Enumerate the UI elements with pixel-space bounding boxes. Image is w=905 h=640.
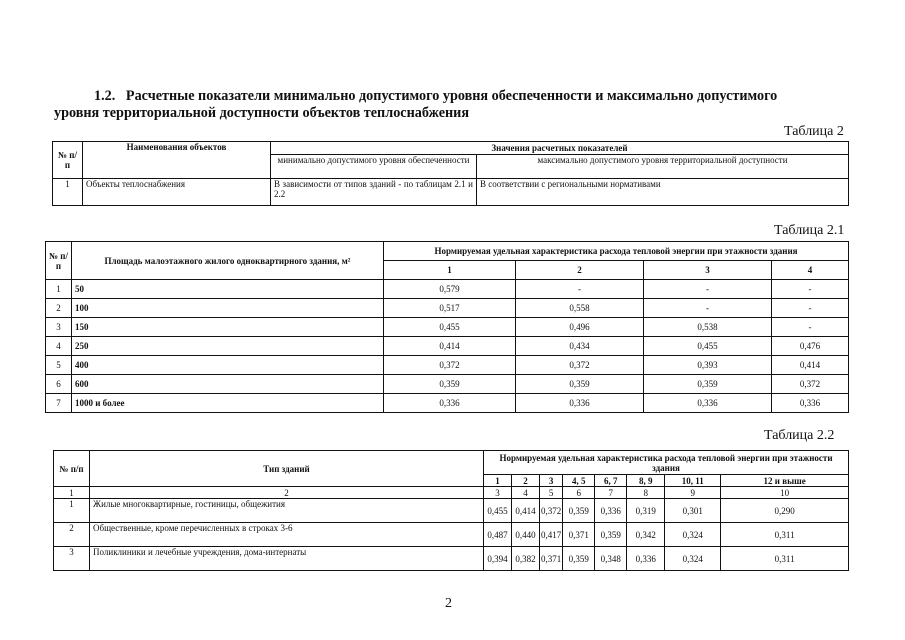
value-cell: 0,359 xyxy=(595,523,627,547)
value-cell: 0,393 xyxy=(644,356,772,375)
table-row xyxy=(46,394,849,413)
heading-line-2: уровня территориальной доступности объектов теплоснабжения xyxy=(54,105,470,121)
value-cell: 0,371 xyxy=(563,523,595,547)
value-cell: 0,372 xyxy=(516,356,644,375)
table-row xyxy=(46,280,849,299)
table21-header-num: № п/п xyxy=(46,242,72,280)
value-cell: 0,359 xyxy=(516,375,644,394)
area-cell: 1000 и более xyxy=(72,394,384,413)
value-cell: 0,336 xyxy=(627,547,665,571)
value-cell: 0,290 xyxy=(721,499,849,523)
floor-header: 1 xyxy=(484,475,512,487)
page-number: 2 xyxy=(445,596,452,611)
table22-header-group: Нормируемая удельная характеристика расхода тепловой энергии при этажности здания xyxy=(484,451,849,475)
index-cell: 1 xyxy=(54,487,90,499)
value-cell: 0,440 xyxy=(512,523,540,547)
value-cell: 0,372 xyxy=(540,499,563,523)
row-number: 4 xyxy=(46,337,72,356)
value-cell: 0,517 xyxy=(384,299,516,318)
row-number: 2 xyxy=(46,299,72,318)
value-cell: - xyxy=(772,299,849,318)
table2-row-min: В зависимости от типов зданий - по таблицам 2.1 и 2.2 xyxy=(271,179,477,206)
area-cell: 250 xyxy=(72,337,384,356)
table-row xyxy=(54,499,849,523)
index-cell: 8 xyxy=(627,487,665,499)
table-row xyxy=(46,375,849,394)
table21-header-group: Нормируемая удельная характеристика расхода тепловой энергии при этажности здания xyxy=(384,242,849,261)
value-cell: 0,301 xyxy=(665,499,721,523)
table-row xyxy=(54,547,849,571)
row-number: 3 xyxy=(54,547,90,571)
table22-index-row xyxy=(54,487,849,499)
value-cell: 0,558 xyxy=(516,299,644,318)
floor-header: 6, 7 xyxy=(595,475,627,487)
index-cell: 3 xyxy=(484,487,512,499)
table2-row-max: В соответствии с региональными нормативами xyxy=(477,179,849,206)
row-number: 1 xyxy=(54,499,90,523)
value-cell: 0,496 xyxy=(516,318,644,337)
section-number: 1.2. xyxy=(94,88,116,104)
value-cell: 0,371 xyxy=(540,547,563,571)
table21-body xyxy=(46,280,849,413)
value-cell: 0,324 xyxy=(665,547,721,571)
floor-header: 3 xyxy=(540,475,563,487)
value-cell: 0,417 xyxy=(540,523,563,547)
value-cell: 0,324 xyxy=(665,523,721,547)
row-number: 1 xyxy=(46,280,72,299)
table22 xyxy=(53,450,849,571)
row-number: 5 xyxy=(46,356,72,375)
table21-header-area: Площадь малоэтажного жилого одноквартирного здания, м² xyxy=(72,242,384,280)
building-type-cell: Общественные, кроме перечисленных в строках 3-6 xyxy=(90,523,484,547)
index-cell: 5 xyxy=(540,487,563,499)
table21-floor-2: 2 xyxy=(516,261,644,280)
table21-caption: Таблица 2.1 xyxy=(774,223,845,238)
value-cell: 0,311 xyxy=(721,547,849,571)
table-row xyxy=(46,356,849,375)
index-cell: 10 xyxy=(721,487,849,499)
table2-row-name: Объекты теплоснабжения xyxy=(83,179,271,206)
table-row xyxy=(46,299,849,318)
value-cell: 0,342 xyxy=(627,523,665,547)
floor-header: 8, 9 xyxy=(627,475,665,487)
value-cell: 0,336 xyxy=(384,394,516,413)
table21-floor-3: 3 xyxy=(644,261,772,280)
table22-header-type: Тип зданий xyxy=(90,451,484,487)
table-row xyxy=(46,318,849,337)
value-cell: 0,394 xyxy=(484,547,512,571)
value-cell: 0,455 xyxy=(484,499,512,523)
row-number: 7 xyxy=(46,394,72,413)
value-cell: 0,372 xyxy=(384,356,516,375)
value-cell: 0,414 xyxy=(772,356,849,375)
table2 xyxy=(52,141,849,206)
value-cell: 0,348 xyxy=(595,547,627,571)
building-type-cell: Поликлиники и лечебные учреждения, дома-интернаты xyxy=(90,547,484,571)
value-cell: 0,372 xyxy=(772,375,849,394)
row-number: 2 xyxy=(54,523,90,547)
value-cell: 0,455 xyxy=(644,337,772,356)
value-cell: 0,359 xyxy=(644,375,772,394)
value-cell: 0,336 xyxy=(644,394,772,413)
table2-caption: Таблица 2 xyxy=(784,124,844,139)
table-row xyxy=(54,523,849,547)
value-cell: 0,434 xyxy=(516,337,644,356)
row-number: 3 xyxy=(46,318,72,337)
value-cell: 0,311 xyxy=(721,523,849,547)
heading-line-1: Расчетные показатели минимально допустимого уровня обеспеченности и максимально допустимого xyxy=(125,88,778,104)
building-type-cell: Жилые многоквартирные, гостиницы, общежития xyxy=(90,499,484,523)
area-cell: 400 xyxy=(72,356,384,375)
value-cell: 0,336 xyxy=(772,394,849,413)
table22-body xyxy=(54,499,849,571)
index-cell: 6 xyxy=(563,487,595,499)
value-cell: - xyxy=(644,280,772,299)
table2-row-num: 1 xyxy=(53,179,83,206)
table2-header-min: минимально допустимого уровня обеспеченности xyxy=(271,155,477,179)
area-cell: 50 xyxy=(72,280,384,299)
value-cell: 0,414 xyxy=(384,337,516,356)
value-cell: 0,359 xyxy=(563,547,595,571)
value-cell: 0,476 xyxy=(772,337,849,356)
table22-header-num: № п/п xyxy=(54,451,90,487)
table2-header-num: № п/п xyxy=(53,142,83,179)
value-cell: - xyxy=(516,280,644,299)
area-cell: 600 xyxy=(72,375,384,394)
value-cell: 0,414 xyxy=(512,499,540,523)
value-cell: 0,359 xyxy=(384,375,516,394)
value-cell: 0,538 xyxy=(644,318,772,337)
table22-caption: Таблица 2.2 xyxy=(764,428,835,443)
value-cell: 0,487 xyxy=(484,523,512,547)
floor-header: 4, 5 xyxy=(563,475,595,487)
value-cell: 0,579 xyxy=(384,280,516,299)
floor-header: 10, 11 xyxy=(665,475,721,487)
value-cell: 0,336 xyxy=(595,499,627,523)
table2-header-max: максимально допустимого уровня территориальной доступности xyxy=(477,155,849,179)
area-cell: 150 xyxy=(72,318,384,337)
floor-header: 2 xyxy=(512,475,540,487)
index-cell: 7 xyxy=(595,487,627,499)
table2-header-values: Значения расчетных показателей xyxy=(271,142,849,155)
table21-floor-4: 4 xyxy=(772,261,849,280)
table21 xyxy=(45,241,849,413)
value-cell: 0,336 xyxy=(516,394,644,413)
value-cell: 0,359 xyxy=(563,499,595,523)
index-cell: 2 xyxy=(90,487,484,499)
floor-header: 12 и выше xyxy=(721,475,849,487)
value-cell: - xyxy=(772,280,849,299)
area-cell: 100 xyxy=(72,299,384,318)
value-cell: 0,455 xyxy=(384,318,516,337)
index-cell: 9 xyxy=(665,487,721,499)
index-cell: 4 xyxy=(512,487,540,499)
table21-floor-1: 1 xyxy=(384,261,516,280)
section-heading xyxy=(54,88,849,122)
value-cell: 0,319 xyxy=(627,499,665,523)
table2-header-name: Наименования объектов xyxy=(83,142,271,179)
value-cell: 0,382 xyxy=(512,547,540,571)
row-number: 6 xyxy=(46,375,72,394)
value-cell: - xyxy=(644,299,772,318)
value-cell: - xyxy=(772,318,849,337)
table-row xyxy=(46,337,849,356)
